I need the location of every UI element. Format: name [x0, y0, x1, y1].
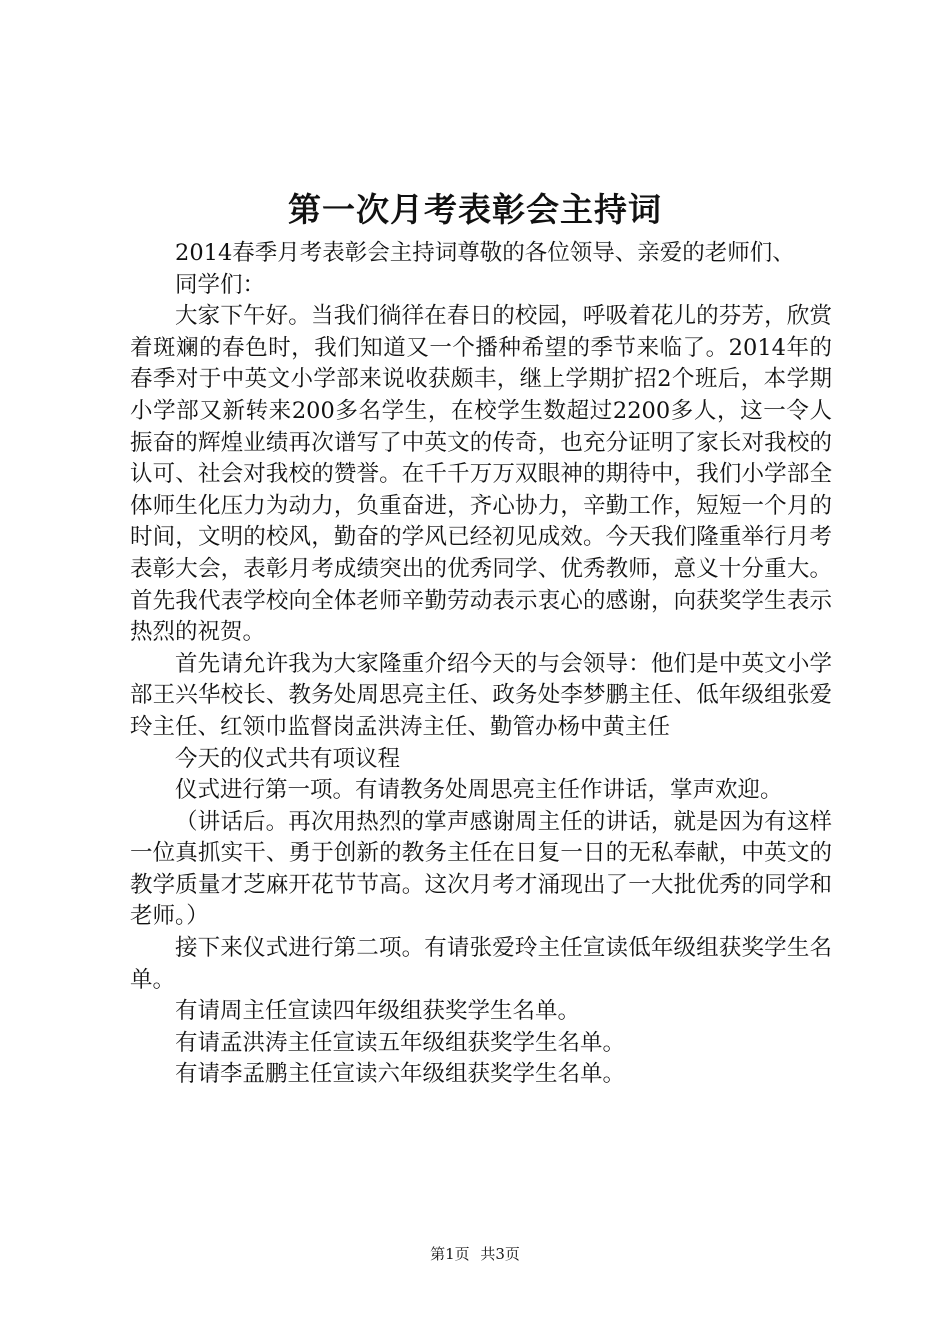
paragraph: 同学们： [175, 271, 266, 298]
paragraph: 有请李孟鹏主任宣读六年级组获奖学生名单。 [175, 1061, 626, 1088]
document-title: 第一次月考表彰会主持词 [288, 190, 662, 229]
paragraph: （讲话后。再次用热烈的掌声感谢周主任的讲话，就是因为有这样一位真抓实干、勇于创新的教务主任在日复一日的无私奉献，中英文的教学质量才芝麻开花节节高。这次月考才涌现出了一大批优秀的同学和老师。） [130, 808, 832, 930]
paragraph: 有请周主任宣读四年级组获奖学生名单。 [175, 998, 581, 1025]
paragraph: 有请孟洪涛主任宣读五年级组获奖学生名单。 [175, 1029, 626, 1056]
paragraph: 仪式进行第一项。有请教务处周思亮主任作讲话，掌声欢迎。 [175, 777, 783, 804]
paragraph: 接下来仪式进行第二项。有请张爱玲主任宣读低年级组获奖学生名单。 [130, 935, 832, 993]
paragraph: 大家下午好。当我们徜徉在春日的校园，呼吸着花儿的芬芳，欣赏着斑斓的春色时，我们知道又一个播种希望的季节来临了。2014年的春季对于中英文小学部来说收获颇丰，继上学期扩招2个班后，本学期小学部又新转来200多名学生，在校学生数超过2200多人，这一令人振奋的辉煌业绩再次谱写了中英文的传奇，也充分证明了家长对我校的认可、社会对我校的赞誉。在千千万万双眼神的期待中，我们小学部全体师生化压力为动力，负重奋进，齐心协力，辛勤工作，短短一个月的时间，文明的校风，勤奋的学风已经初见成效。今天我们隆重举行月考表彰大会，表彰月考成绩突出的优秀同学、优秀教师，意义十分重大。首先我代表学校向全体老师辛勤劳动表示衷心的感谢，向获奖学生表示热烈的祝贺。 [130, 303, 832, 646]
paragraph: 今天的仪式共有项议程 [175, 745, 401, 772]
page-total: 共3页 [480, 1245, 520, 1263]
page-footer [0, 1243, 950, 1264]
document-body [130, 238, 832, 1091]
page-number: 第1页 [430, 1245, 470, 1263]
paragraph: 2014春季月考表彰会主持词尊敬的各位领导、亲爱的老师们、 [175, 240, 795, 266]
paragraph: 首先请允许我为大家隆重介绍今天的与会领导：他们是中英文小学部王兴华校长、教务处周思亮主任、政务处李梦鹏主任、低年级组张爱玲主任、红领巾监督岗孟洪涛主任、勤管办杨中黄主任 [130, 650, 832, 740]
